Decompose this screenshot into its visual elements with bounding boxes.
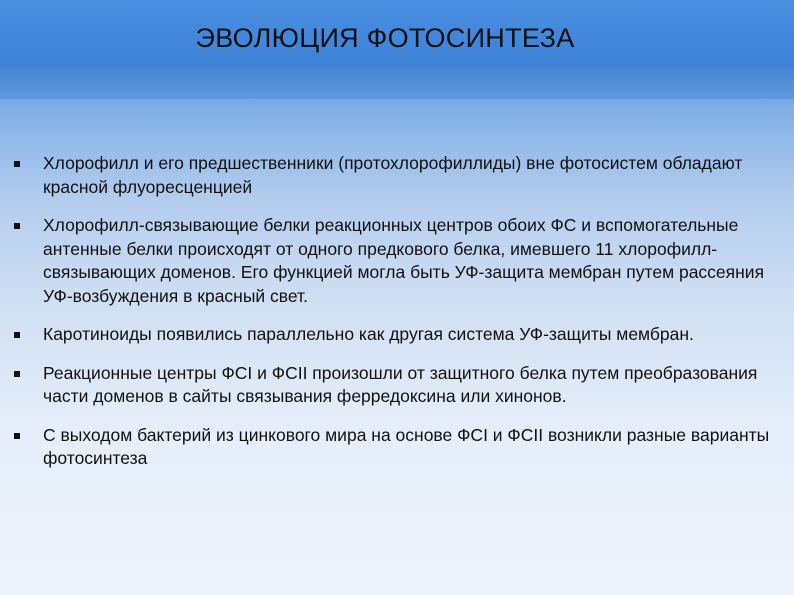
list-item: [0, 323, 794, 347]
bullet-list: [0, 152, 794, 486]
bullet-text: С выходом бактерий из цинкового мира на основе ФСI и ФСII возникли разные варианты фотосинтеза: [43, 424, 770, 468]
square-bullet-icon: [14, 161, 20, 167]
list-item: [0, 214, 794, 308]
square-bullet-icon: [14, 371, 20, 377]
bullet-text: Реакционные центры ФСI и ФСII произошли от защитного белка путем преобразования части доменов в сайты связывания ферредоксина или хинонов.: [43, 362, 758, 406]
header-band: [0, 65, 794, 99]
bullet-text: Хлорофилл-связывающие белки реакционных центров обоих ФС и вспомогательные антенные белки происходят от одного предкового белка, имевшего 11 хлорофилл-связывающих доменов. Его функцией могла быть УФ-защита мембран путем рассеяния УФ-возбуждения в красный свет.: [43, 215, 765, 306]
list-item: [0, 152, 794, 199]
bullet-text: Хлорофилл и его предшественники (протохлорофиллиды) вне фотосистем обладают красной флуоресценцией: [43, 153, 743, 197]
list-item: [0, 362, 794, 409]
bullet-text: Каротиноиды появились параллельно как другая система УФ-защиты мембран.: [43, 324, 694, 344]
slide-title: ЭВОЛЮЦИЯ ФОТОСИНТЕЗА: [195, 23, 575, 53]
square-bullet-icon: [14, 332, 20, 338]
square-bullet-icon: [14, 223, 20, 229]
list-item: [0, 424, 794, 471]
square-bullet-icon: [14, 433, 20, 439]
